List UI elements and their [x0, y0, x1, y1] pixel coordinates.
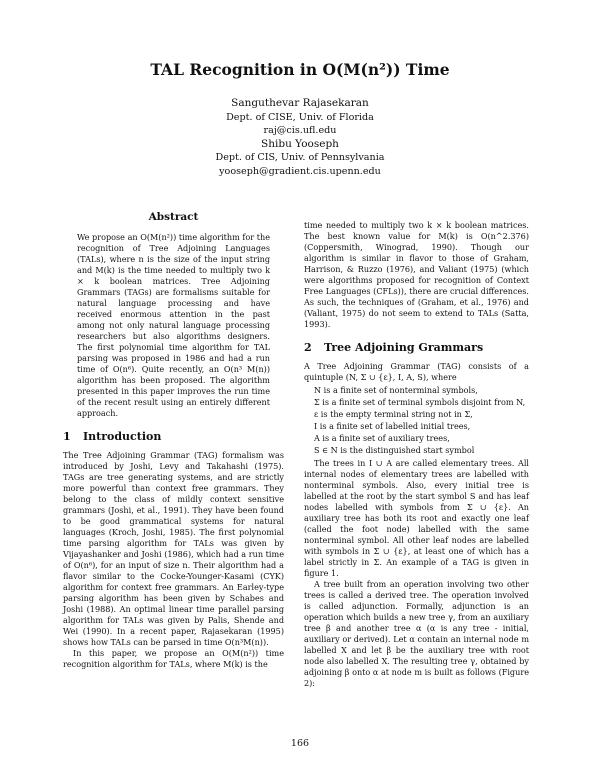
- abstract-text: We propose an O(M(n²)) time algorithm for the recognition of Tree Adjoining Languages (TALs), where n is the size of the input string and M(k) is the time needed to multiply two k × k boolean matrices. Tree Adjoining Grammars (TAGs) are formalisms suitable for natural language processing and have received enormous attention in the past among not only natural language processing researchers but also algorithms designers. The first polynomial time algorithm for TAL parsing was proposed in 1986 and had a run time of O(n⁶). Quite recently, an O(n³ M(n)) algorithm has been proposed. The algorithm presented in this paper improves the run time of the recent result using an entirely different approach.: [77, 232, 270, 418]
- right-column: [304, 220, 529, 689]
- abstract-heading: Abstract: [148, 211, 199, 223]
- tag-definition-list: [314, 385, 529, 456]
- section2-title: Tree Adjoining Grammars: [324, 341, 484, 354]
- section2-number: 2: [304, 341, 312, 354]
- paper-title: TAL Recognition in O(M(n²)) Time: [150, 60, 450, 79]
- intro-paragraph-1: The Tree Adjoining Grammar (TAG) formalism was introduced by Joshi, Levy and Takahashi (1975). TAGs are tree generating systems, and are strictly more powerful than context free grammars. They belong to the class of mildly context sensitive grammars (Joshi, et al., 1991). They have been found to be good grammatical systems for natural languages (Kroch, Joshi, 1985). The first polynomial time parsing algorithm for TALs was given by Vijayashanker and Joshi (1986), which had a run time of O(n⁶), for an input of size n. Their algorithm had a flavor similar to the Cocke-Younger-Kasami (CYK) algorithm for context free grammars. An Earley-type parsing algorithm has been given by Schabes and Joshi (1988). An optimal linear time parallel parsing algorithm for TALs was given by Palis, Shende and Wei (1990). In a recent paper, Rajasekaran (1995) shows how TALs can be parsed in time O(n³M(n)).: [63, 450, 284, 647]
- author1-email: raj@cis.ufl.edu: [263, 125, 337, 137]
- section1-number: 1: [63, 430, 71, 443]
- author1-name: Sanguthevar Rajasekaran: [231, 97, 369, 109]
- author-block: [0, 97, 600, 179]
- author2-name: Shibu Yooseph: [261, 137, 339, 150]
- definition-item: S ∈ N is the distinguished start symbol: [314, 445, 475, 455]
- author2-affiliation: Dept. of CIS, Univ. of Pennsylvania: [215, 152, 385, 164]
- definition-item: N is a finite set of nonterminal symbols,: [314, 385, 478, 395]
- abstract-section: [63, 212, 284, 419]
- section1-title: Introduction: [83, 430, 162, 443]
- definition-item: I is a finite set of labelled initial trees,: [314, 421, 471, 431]
- definition-item: ε is the empty terminal string not in Σ,: [314, 409, 473, 419]
- left-column: [63, 212, 284, 670]
- section2-heading: [304, 342, 529, 353]
- intro-paragraph-2: In this paper, we propose an O(M(n²)) time recognition algorithm for TALs, where M(k) is the: [63, 648, 284, 669]
- page-number: 166: [290, 738, 310, 749]
- tag-paragraph-2: A tree built from an operation involving two other trees is called a derived tree. The operation involved is called adjunction. Formally, adjunction is an operation which builds a new tree γ, from an auxiliary tree β and another tree α (α is any tree - initial, auxiliary or derived). Let α contain an internal node m labelled X and let β be the auxiliary tree with root node also labelled X. The resulting tree γ, obtained by adjoining β onto α at node m is built as follows (Figure 2):: [304, 579, 529, 688]
- intro-continuation: time needed to multiply two k × k boolean matrices. The best known value for M(k) is O(n^2.376) (Coppersmith, Winograd, 1990). Though our algorithm is similar in flavor to those of Graham, Harrison, & Ruzzo (1976), and Valiant (1975) (which were algorithms proposed for recognition of Context Free Languages (CFLs)), there are crucial differences. As such, the techniques of (Graham, et al., 1976) and (Valiant, 1975) do not seem to extend to TALs (Satta, 1993).: [304, 220, 529, 329]
- definition-item: A is a finite set of auxiliary trees,: [314, 433, 450, 443]
- tag-definition-intro: A Tree Adjoining Grammar (TAG) consists of a quintuple (N, Σ ∪ {ε}, I, A, S), where: [304, 361, 529, 382]
- definition-item: Σ is a finite set of terminal symbols disjoint from N,: [314, 397, 526, 407]
- author2-email: yooseph@gradient.cis.upenn.edu: [219, 165, 381, 177]
- section1-heading: [63, 431, 284, 442]
- author1-affiliation: Dept. of CISE, Univ. of Florida: [226, 111, 374, 123]
- tag-paragraph-1: The trees in I ∪ A are called elementary trees. All internal nodes of elementary trees are labelled with nonterminal symbols. Also, every initial tree is labelled at the root by the start symbol S and has leaf nodes labelled with symbols from Σ ∪ {ε}. An auxiliary tree has both its root and exactly one leaf (called the foot node) labelled with the same nonterminal symbol. All other leaf nodes are labelled with symbols in Σ ∪ {ε}, at least one of which has a label strictly in Σ. An example of a TAG is given in figure 1.: [304, 458, 529, 578]
